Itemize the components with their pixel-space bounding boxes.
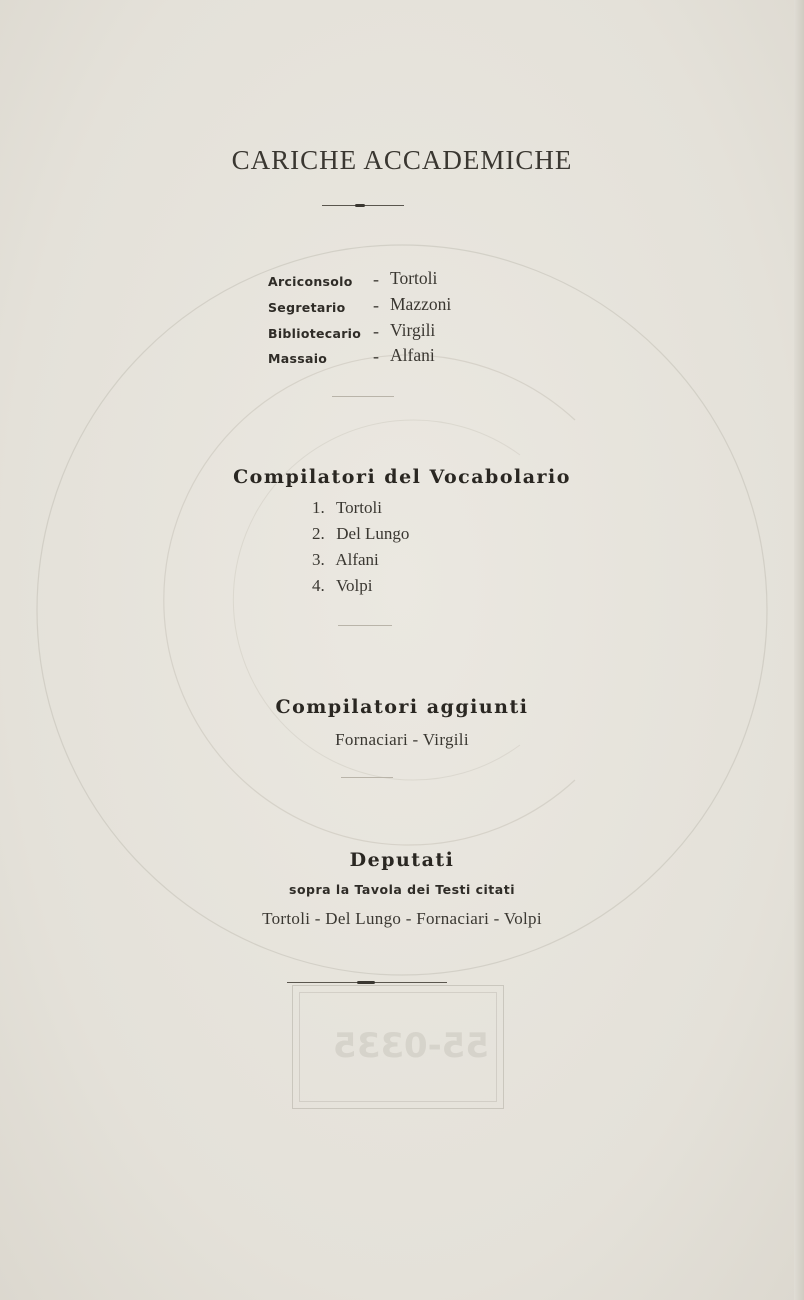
added-compilers-heading: Compilatori aggiunti (275, 696, 529, 718)
section-divider (332, 396, 394, 397)
compiler-item (312, 576, 373, 596)
office-row-massaio (268, 345, 528, 369)
office-row-segretario (268, 294, 528, 318)
compiler-number: 2. (312, 524, 325, 543)
office-holder: Mazzoni (390, 294, 452, 314)
compiler-name: Del Lungo (336, 524, 410, 543)
office-row-arciconsolo (268, 268, 528, 292)
compiler-name: Volpi (335, 576, 373, 595)
deputies-subheading: sopra la Tavola dei Testi citati (289, 882, 515, 897)
office-holder: Alfani (390, 345, 435, 365)
office-role: Bibliotecario (268, 326, 362, 341)
deputies-names: Tortoli - Del Lungo - Fornaciari - Volpi (262, 909, 542, 928)
office-dash: - (373, 321, 379, 341)
office-dash: - (373, 346, 379, 366)
deputies-heading: Deputati (349, 849, 455, 871)
office-holder: Tortoli (390, 268, 438, 288)
office-role: Segretario (268, 300, 346, 315)
compilers-heading: Compilatori del Vocabolario (233, 466, 571, 488)
office-role: Massaio (268, 351, 328, 366)
compiler-number: 4. (312, 576, 325, 595)
compiler-name: Tortoli (335, 498, 382, 517)
compiler-name: Alfani (335, 550, 379, 569)
library-stamp (292, 985, 504, 1109)
added-compilers-names: Fornaciari - Virgili (335, 730, 469, 749)
compiler-item (312, 550, 379, 570)
office-holder: Virgili (390, 320, 436, 340)
stamp-number: 55-0335 (333, 1026, 490, 1066)
section-divider (341, 777, 393, 778)
office-role: Arciconsolo (268, 274, 353, 289)
office-row-bibliotecario (268, 320, 528, 344)
compiler-number: 3. (312, 550, 325, 569)
compiler-item (312, 498, 382, 518)
compiler-number: 1. (312, 498, 325, 517)
section-divider (338, 625, 392, 626)
page-title: CARICHE ACCADEMICHE (231, 145, 573, 175)
office-dash: - (373, 295, 379, 315)
compiler-item (312, 524, 409, 544)
office-dash: - (373, 269, 379, 289)
page-edge (794, 0, 804, 1300)
